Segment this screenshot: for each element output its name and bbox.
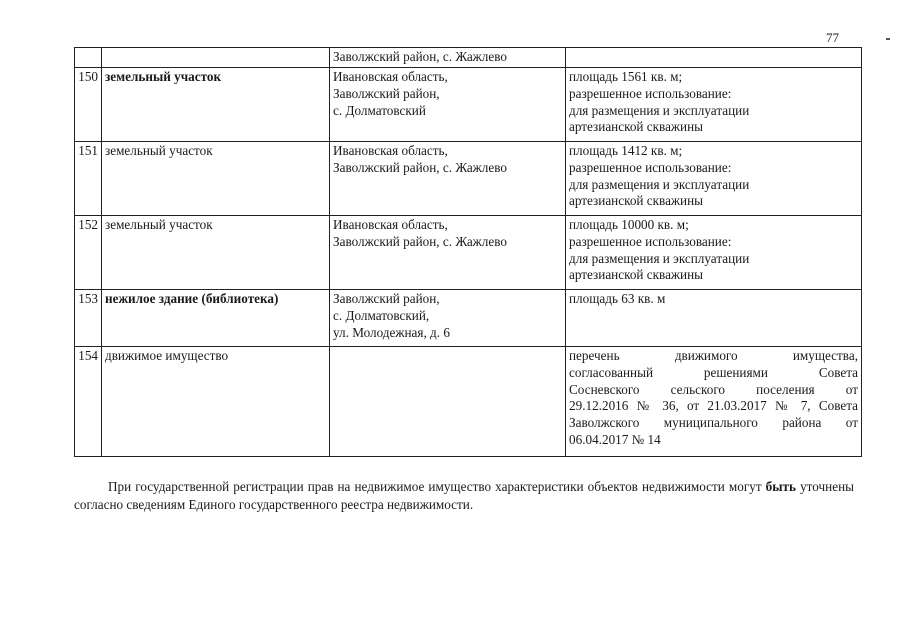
- cell-characteristics: [566, 48, 862, 68]
- characteristics-line: 29.12.2016 № 36, от 21.03.2017 № 7, Совета: [569, 398, 858, 414]
- table-row-continuation: [75, 48, 862, 68]
- cell-num: 154: [75, 347, 102, 457]
- cell-name: движимое имущество: [102, 347, 330, 457]
- page-number: 77: [826, 30, 839, 45]
- characteristics-line: разрешенное использование:: [569, 233, 732, 249]
- table-row: [75, 68, 862, 142]
- characteristics-line: площадь 1561 кв. м;: [569, 69, 683, 84]
- address-line: Ивановская область,: [333, 217, 448, 232]
- cell-num: 151: [75, 142, 102, 216]
- table-row: [75, 347, 862, 457]
- table-row: [75, 142, 862, 216]
- cell-address: [330, 68, 566, 142]
- characteristics-line: для размещения и эксплуатации: [569, 102, 750, 118]
- address-line: Ивановская область,: [333, 143, 448, 158]
- characteristics-line: 06.04.2017 № 14: [569, 431, 661, 447]
- cell-name: [102, 48, 330, 68]
- cell-name: земельный участок: [102, 142, 330, 216]
- characteristics-line: для размещения и эксплуатации: [569, 250, 750, 266]
- cell-name: земельный участок: [102, 216, 330, 290]
- cell-address: [330, 290, 566, 347]
- address-line: Заволжский район, с. Жажлево: [333, 233, 507, 249]
- cell-characteristics: [566, 142, 862, 216]
- address-line: Заволжский район, с. Жажлево: [333, 49, 507, 64]
- characteristics-line: артезианской скважины: [569, 119, 704, 135]
- address-line: Заволжский район,: [333, 291, 440, 306]
- cell-characteristics: [566, 347, 862, 457]
- address-line: с. Долматовский: [333, 102, 426, 118]
- cell-name: нежилое здание (библиотека): [102, 290, 330, 347]
- cell-num: 152: [75, 216, 102, 290]
- cell-address: [330, 142, 566, 216]
- characteristics-line: Заволжского муниципального района от: [569, 415, 858, 431]
- cell-characteristics: [566, 216, 862, 290]
- address-line: Заволжский район, с. Жажлево: [333, 159, 507, 175]
- address-line: Заволжский район,: [333, 85, 440, 101]
- characteristics-line: площадь 1412 кв. м;: [569, 143, 683, 158]
- address-line: с. Долматовский,: [333, 307, 430, 323]
- characteristics-line: площадь 10000 кв. м;: [569, 217, 689, 232]
- cell-characteristics: [566, 68, 862, 142]
- cell-characteristics: [566, 290, 862, 347]
- footer-note-text: При государственной регистрации прав на недвижимое имущество характеристики объектов недвижимости могут: [108, 479, 762, 494]
- characteristics-line: артезианской скважины: [569, 267, 704, 283]
- footer-note-bold-word: быть: [765, 479, 797, 494]
- cell-num: 150: [75, 68, 102, 142]
- characteristics-line: перечень движимого имущества,: [569, 348, 858, 363]
- characteristics-line: площадь 63 кв. м: [569, 291, 666, 306]
- characteristics-line: для размещения и эксплуатации: [569, 176, 750, 192]
- address-line: ул. Молодежная, д. 6: [333, 324, 450, 340]
- scan-mark: [886, 38, 890, 40]
- footer-note-text-end: уточнены согласно сведениям Единого государственного реестра недвижимости.: [74, 479, 854, 512]
- characteristics-line: разрешенное использование:: [569, 85, 732, 101]
- cell-num: 153: [75, 290, 102, 347]
- cell-address: [330, 347, 566, 457]
- cell-name: земельный участок: [102, 68, 330, 142]
- cell-address: [330, 48, 566, 68]
- characteristics-line: артезианской скважины: [569, 193, 704, 209]
- characteristics-line: согласованный решениями Совета: [569, 364, 858, 380]
- address-line: Ивановская область,: [333, 69, 448, 84]
- characteristics-line: разрешенное использование:: [569, 159, 732, 175]
- property-register-table: [74, 47, 862, 457]
- table-row: [75, 216, 862, 290]
- cell-num: [75, 48, 102, 68]
- footer-note: [74, 478, 854, 514]
- characteristics-line: Сосневского сельского поселения от: [569, 381, 858, 397]
- cell-address: [330, 216, 566, 290]
- table-row: [75, 290, 862, 347]
